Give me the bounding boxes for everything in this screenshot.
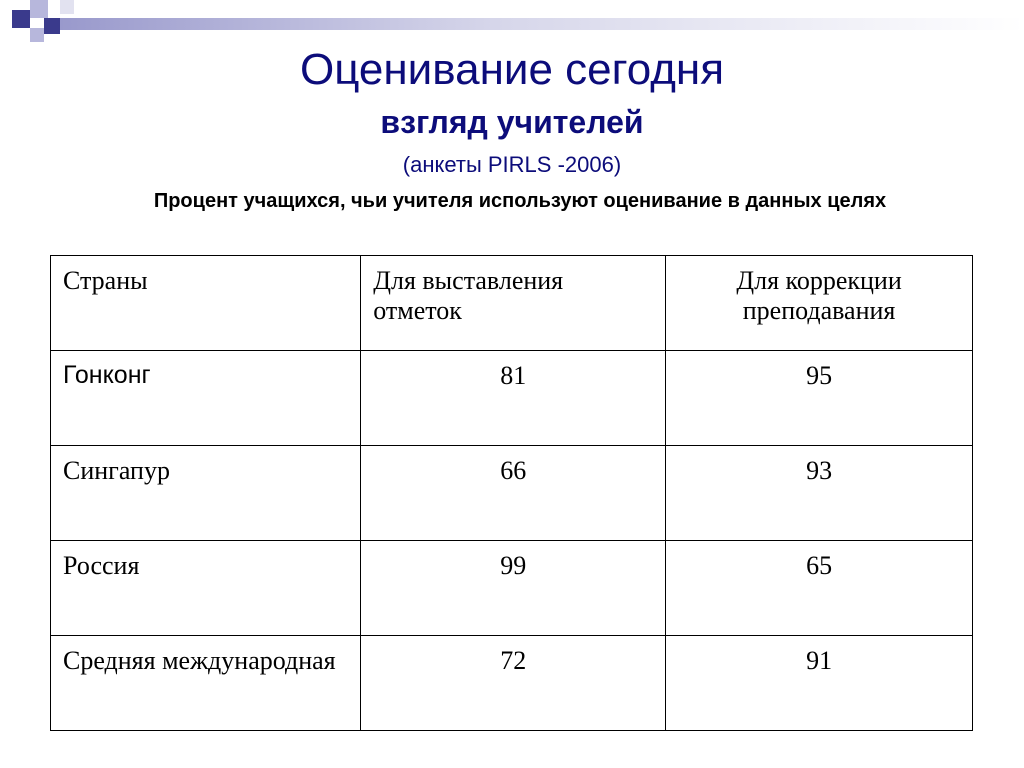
marks-cell: 72 — [361, 636, 666, 731]
header-countries: Страны — [51, 256, 361, 351]
header-gradient-bar — [60, 18, 1024, 30]
country-cell: Средняя международная — [51, 636, 361, 731]
marks-cell: 66 — [361, 446, 666, 541]
table-header-row — [51, 256, 973, 351]
marks-cell: 99 — [361, 541, 666, 636]
slide-subtitle: взгляд учителей — [380, 104, 644, 140]
country-cell: Россия — [51, 541, 361, 636]
table-row — [51, 446, 973, 541]
table-caption: Процент учащихся, чьи учителя используют оценивание в данных целях — [153, 190, 887, 212]
decorative-square — [12, 10, 30, 28]
decorative-square — [44, 18, 60, 34]
marks-cell: 81 — [361, 351, 666, 446]
country-cell: Сингапур — [51, 446, 361, 541]
correction-cell: 93 — [666, 446, 973, 541]
table-row — [51, 351, 973, 446]
results-table — [50, 255, 973, 731]
correction-cell: 95 — [666, 351, 973, 446]
header-marks: Для выставления отметок — [361, 256, 666, 351]
title-block — [0, 40, 1024, 180]
correction-cell: 91 — [666, 636, 973, 731]
decorative-square — [60, 0, 74, 14]
header-correction: Для коррекции преподавания — [666, 256, 973, 351]
table-row — [51, 541, 973, 636]
slide-source: (анкеты PIRLS -2006) — [402, 152, 622, 177]
table-row — [51, 636, 973, 731]
correction-cell: 65 — [666, 541, 973, 636]
country-cell: Гонконг — [51, 351, 361, 446]
decorative-square — [30, 0, 48, 18]
slide-title: Оценивание сегодня — [299, 45, 725, 94]
